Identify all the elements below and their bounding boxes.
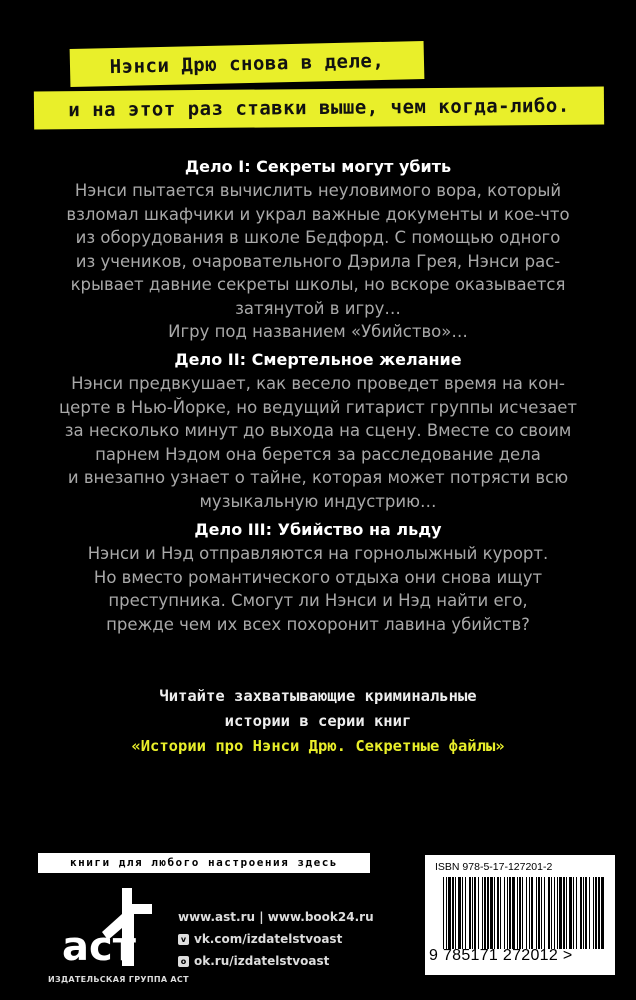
case-2-body bbox=[40, 372, 596, 513]
case-1-line: взломал шкафчики и украл важные документы и кое-что bbox=[66, 204, 570, 224]
barcode-bar bbox=[526, 877, 527, 949]
case-2 bbox=[40, 348, 596, 513]
mood-banner: книги для любого настроения здесь bbox=[38, 853, 370, 873]
barcode-bar bbox=[512, 877, 515, 949]
case-2-line: церте в Нью-Йорке, но ведущий гитарист группы исчезает bbox=[58, 397, 578, 417]
barcode-bar bbox=[490, 877, 493, 949]
barcode-bar bbox=[583, 877, 584, 949]
barcode-bar bbox=[593, 877, 594, 949]
case-3-line: прежде чем их всех похоронит лавина убийств? bbox=[106, 614, 530, 634]
barcode-bar bbox=[482, 877, 483, 949]
barcode-bar bbox=[563, 877, 565, 949]
barcode-bar bbox=[573, 877, 574, 949]
isbn-label: ISBN 978-5-17-127201-2 bbox=[435, 861, 553, 873]
ast-logo bbox=[56, 880, 166, 970]
barcode-bar bbox=[554, 877, 555, 949]
case-2-line: за несколько минут до выхода на сцену. Вместе со своим bbox=[64, 421, 572, 440]
barcode-digits: 9 785171 272012 > bbox=[429, 947, 573, 964]
headline-line-1: Нэнси Дрю снова в деле, bbox=[70, 41, 425, 87]
ok-link-text: ok.ru/izdatelstvoast bbox=[194, 954, 330, 968]
barcode-bar bbox=[472, 877, 473, 949]
barcode-bar bbox=[504, 877, 505, 949]
case-1-line: затянутой в игру… bbox=[235, 298, 401, 318]
logo-caption: ИЗДАТЕЛЬСКАЯ ГРУППА АСТ bbox=[48, 975, 189, 984]
barcode-bar bbox=[458, 877, 461, 949]
promo-line-2: истории в серии книг bbox=[224, 712, 412, 730]
barcode-bar bbox=[601, 877, 604, 949]
barcode-bar bbox=[455, 877, 456, 949]
promo-block bbox=[0, 684, 636, 759]
case-3 bbox=[40, 518, 596, 636]
barcode-bar bbox=[544, 877, 545, 949]
barcode-bar bbox=[551, 877, 552, 949]
case-2-line: Нэнси предвкушает, как весело проведет время на кон- bbox=[71, 374, 565, 393]
publisher-links bbox=[178, 906, 374, 972]
barcode-bar bbox=[538, 877, 540, 949]
barcode-bar bbox=[487, 877, 489, 949]
barcode-bar bbox=[443, 877, 444, 949]
barcode-bar bbox=[589, 877, 590, 949]
barcode-bar bbox=[531, 877, 533, 949]
barcode-bar bbox=[557, 877, 558, 949]
promo-line-1: Читайте захватывающие криминальные bbox=[159, 687, 477, 705]
barcode-bar bbox=[595, 877, 597, 949]
barcode-bar bbox=[519, 877, 521, 949]
barcode-bar bbox=[541, 877, 542, 949]
vk-link[interactable] bbox=[178, 928, 374, 950]
barcode-bar bbox=[529, 877, 530, 949]
barcode-bar bbox=[478, 877, 479, 949]
vk-icon: v bbox=[178, 934, 189, 945]
barcode-bar bbox=[484, 877, 486, 949]
barcode-bar bbox=[494, 877, 495, 949]
case-3-line: Но вместо романтического отдыха они снова ищут bbox=[93, 567, 543, 587]
case-1-line: Нэнси пытается вычислить неуловимого вора, который bbox=[74, 181, 562, 200]
case-1 bbox=[40, 155, 596, 344]
barcode-bar bbox=[585, 877, 587, 949]
barcode-box bbox=[425, 855, 615, 975]
barcode-bar bbox=[452, 877, 454, 949]
case-3-body bbox=[40, 542, 596, 636]
barcode-bar bbox=[448, 877, 451, 949]
barcode-bar bbox=[509, 877, 511, 949]
case-1-line: из учеников, очаровательного Дэрила Грея, Нэнси рас- bbox=[75, 251, 561, 271]
case-1-line: из оборудования в школе Бедфорд. С помощью одного bbox=[75, 228, 561, 247]
barcode-bar bbox=[580, 877, 582, 949]
websites-link[interactable]: www.ast.ru | www.book24.ru bbox=[178, 910, 374, 924]
ok-icon: o bbox=[178, 956, 189, 967]
case-3-title: Дело III: Убийство на льду bbox=[194, 520, 442, 539]
case-1-line: Игру под названием «Убийство»… bbox=[168, 322, 468, 341]
barcode-bar bbox=[465, 877, 466, 949]
case-1-line: крывает давние секреты школы, но вскоре оказывается bbox=[70, 275, 566, 294]
barcode-bars bbox=[443, 877, 605, 949]
barcode-bar bbox=[474, 877, 476, 949]
case-2-line: и внезапно узнает о тайне, которая может потрясти всю bbox=[67, 468, 569, 487]
barcode-bar bbox=[576, 877, 577, 949]
case-1-body bbox=[40, 179, 596, 344]
barcode-bar bbox=[559, 877, 562, 949]
ok-link[interactable] bbox=[178, 950, 374, 972]
barcode-bar bbox=[536, 877, 537, 949]
case-2-line: музыкальную индустрию… bbox=[199, 491, 437, 511]
case-3-line: преступника. Смогут ли Нэнси и Нэд найти его, bbox=[108, 591, 528, 610]
barcode-bar bbox=[548, 877, 550, 949]
barcode-bar bbox=[569, 877, 572, 949]
barcode-bar bbox=[469, 877, 471, 949]
barcode-bar bbox=[497, 877, 499, 949]
logo-text: аст bbox=[62, 924, 136, 970]
barcode-bar bbox=[446, 877, 447, 949]
series-title: «Истории про Нэнси Дрю. Секретные файлы» bbox=[131, 737, 505, 755]
case-3-line: Нэнси и Нэд отправляются на горнолыжный курорт. bbox=[87, 544, 549, 563]
barcode-bar bbox=[566, 877, 567, 949]
barcode-bar bbox=[462, 877, 463, 949]
case-2-line: парнем Нэдом она берется за расследование дела bbox=[95, 444, 541, 464]
barcode-bar bbox=[507, 877, 508, 949]
headline-line-2: и на этот раз ставки выше, чем когда-либо. bbox=[34, 87, 604, 130]
case-1-title: Дело I: Секреты могут убить bbox=[184, 157, 452, 176]
vk-link-text: vk.com/izdatelstvoast bbox=[194, 932, 343, 946]
barcode-bar bbox=[500, 877, 501, 949]
barcode-bar bbox=[522, 877, 523, 949]
barcode-bar bbox=[598, 877, 600, 949]
case-2-title: Дело II: Смертельное желание bbox=[174, 350, 462, 369]
barcode-bar bbox=[517, 877, 518, 949]
